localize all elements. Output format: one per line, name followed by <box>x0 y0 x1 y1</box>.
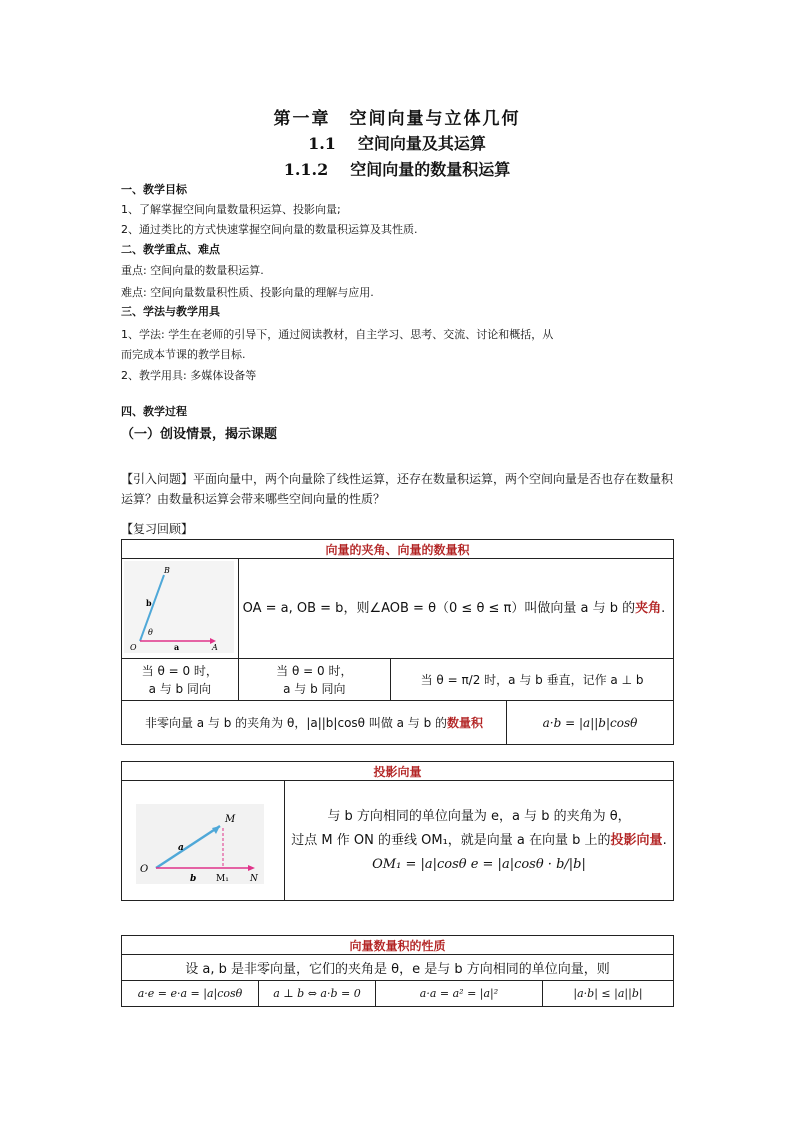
property-1: a·e = e·a = |a|cosθ <box>122 981 259 1007</box>
property-3: a·a = a² = |a|² <box>376 981 543 1007</box>
projection-line2-suffix: . <box>662 832 667 848</box>
projection-line2-red: 投影向量 <box>610 832 663 848</box>
label-m: M <box>225 814 236 825</box>
dot-product-definition <box>122 701 507 745</box>
projection-line1: 与 b 方向相同的单位向量为 e，a 与 b 的夹角为 θ， <box>327 808 631 824</box>
label-proj-o: O <box>140 864 149 875</box>
goals-heading: 一、教学目标 <box>121 183 187 196</box>
methods-heading: 三、学法与教学用具 <box>121 305 220 318</box>
intro-text: 平面向量中，两个向量除了线性运算，还存在数量积运算，两个空间向量是否也存在数量积运算？由数量积运算会带来哪些空间向量的性质？ <box>121 472 674 506</box>
goal-item-2: 2、通过类比的方式快速掌握空间向量的数量积运算及其性质. <box>121 223 418 236</box>
angle-def-red: 夹角 <box>635 600 662 616</box>
projection-line2-text: 过点 M 作 ON 的垂线 OM₁，就是向量 a 在向量 b 上的 <box>291 832 611 848</box>
subsection-number: 1.1.2 <box>283 160 329 179</box>
section-number: 1.1 <box>308 134 336 153</box>
dot-def-text: 非零向量 a 与 b 的夹角为 θ，|a||b|cosθ 叫做 a 与 b 的 <box>144 715 448 730</box>
angle-figure <box>124 561 234 653</box>
dot-product-formula: a·b = |a||b|cosθ <box>507 701 674 745</box>
projection-figure <box>128 790 274 888</box>
process-heading: 四、教学过程 <box>121 405 187 418</box>
angle-def-suffix: . <box>661 600 666 616</box>
table2-header: 投影向量 <box>122 762 674 781</box>
projection-formula: OM₁ = |a|cosθ e = |a|cosθ · b/|b| <box>372 856 586 872</box>
label-a-point: A <box>212 643 218 652</box>
case2-bottom: a 与 b 同向 <box>283 681 346 696</box>
method-item-1b: 而完成本节课的教学目标. <box>121 348 246 361</box>
angle-def-text: OA = a, OB = b，则∠AOB = θ（0 ≤ θ ≤ π）叫做向量 a 与 b 的 <box>242 600 636 616</box>
method-item-1a: 1、学法: 学生在老师的引导下，通过阅读教材，自主学习、思考、交流、讨论和概括，从 <box>121 328 554 341</box>
label-proj-a: a <box>178 843 184 853</box>
case-same-direction-1 <box>122 659 239 701</box>
subsection-name: 空间向量的数量积运算 <box>350 160 511 179</box>
goal-item-1: 1、了解掌握空间向量数量积运算、投影向量; <box>121 203 341 216</box>
table1-header: 向量的夹角、向量的数量积 <box>122 540 674 559</box>
keypoints-heading: 二、教学重点、难点 <box>121 243 220 256</box>
angle-dot-table <box>121 539 674 745</box>
property-2: a ⊥ b ⇔ a·b = 0 <box>259 981 376 1007</box>
table3-header: 向量数量积的性质 <box>122 936 674 955</box>
projection-figure-cell <box>122 781 285 901</box>
case2-top: 当 θ = 0 时， <box>276 663 353 678</box>
keypoint-key: 重点: 空间向量的数量积运算. <box>121 264 264 277</box>
angle-definition <box>238 559 673 659</box>
projection-description <box>285 781 674 901</box>
case1-top: 当 θ = 0 时， <box>141 663 218 678</box>
case-perpendicular: 当 θ = π/2 时，a 与 b 垂直，记作 a ⊥ b <box>391 659 674 701</box>
intro-paragraph <box>121 469 677 509</box>
properties-intro: 设 a, b 是非零向量，它们的夹角是 θ，e 是与 b 方向相同的单位向量，则 <box>122 955 674 981</box>
label-o: O <box>130 643 137 652</box>
section-name: 空间向量及其运算 <box>357 134 486 153</box>
label-b-vector: b <box>146 598 152 608</box>
dot-def-red: 数量积 <box>447 715 484 730</box>
keypoint-difficult: 难点: 空间向量数量积性质、投影向量的理解与应用. <box>121 286 374 299</box>
case1-bottom: a 与 b 同向 <box>148 681 211 696</box>
label-b-point: B <box>164 566 170 575</box>
label-proj-b: b <box>190 874 197 884</box>
label-a-vector: a <box>174 642 180 652</box>
properties-table <box>121 935 674 1007</box>
process-sub1: （一）创设情景，揭示课题 <box>121 427 278 442</box>
review-label: 【复习回顾】 <box>121 522 194 536</box>
projection-table <box>121 761 674 901</box>
label-m1: M₁ <box>216 874 229 884</box>
projection-line2 <box>289 829 669 853</box>
label-n: N <box>250 874 258 884</box>
section-title <box>0 131 794 154</box>
method-item-2: 2、教学用具: 多媒体设备等 <box>121 369 257 382</box>
property-4: |a·b| ≤ |a||b| <box>543 981 674 1007</box>
case-same-direction-2 <box>238 659 390 701</box>
label-theta: θ <box>148 628 153 637</box>
intro-label: 【引入问题】 <box>121 472 194 486</box>
subsection-title <box>0 157 794 180</box>
angle-figure-cell <box>122 559 239 659</box>
chapter-title: 第一章 空间向量与立体几何 <box>273 109 521 129</box>
